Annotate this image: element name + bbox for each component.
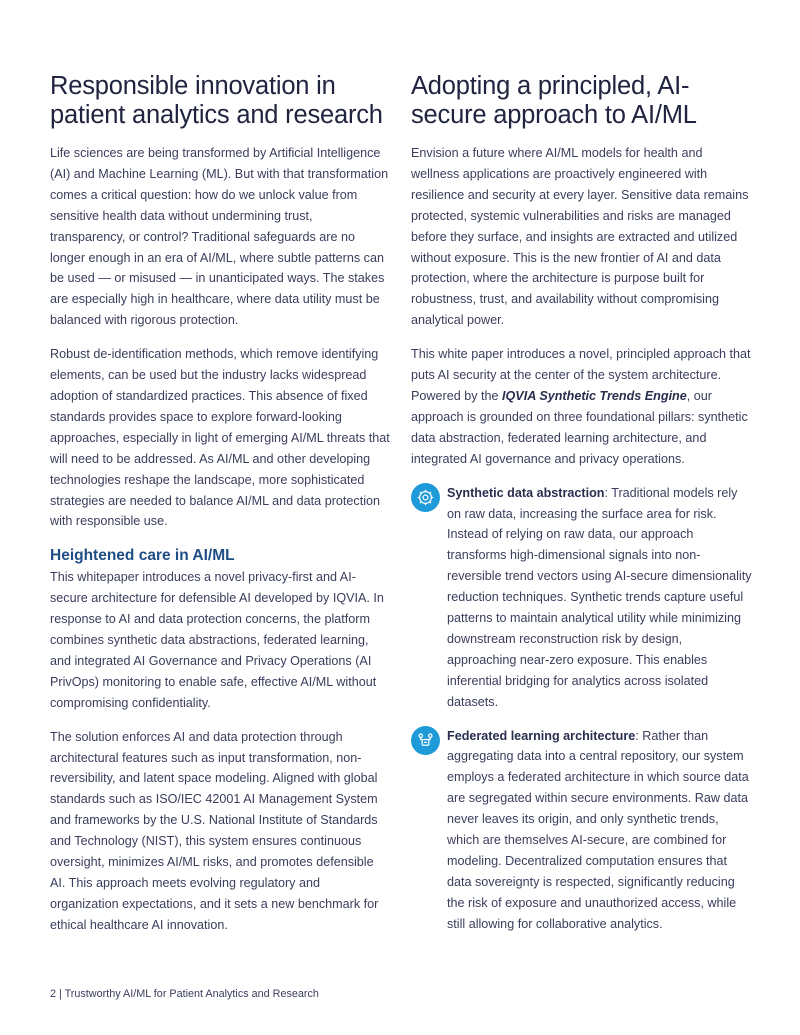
pillar-synthetic-data [411, 483, 753, 713]
right-paragraph-2 [411, 344, 753, 469]
pillar-description: : Traditional models rely on raw data, increasing the surface area for risk. Instead of relying on raw data, our approach transforms high-dimensional signals into non-reversible trend vectors using AI-secure dimensionality reduction techniques. Synthetic trends capture useful patterns to maintain analytical utility while minimizing downstream reconstruction risk by design, approaching near-zero exposure. This enables inferential bridging for analytics across isolated datasets. [447, 485, 752, 709]
pillar-text [447, 483, 753, 713]
left-heading: Responsible innovation in patient analytics and research [50, 72, 383, 129]
federated-network-icon [411, 726, 440, 755]
left-column [50, 72, 390, 949]
pillar-name: Synthetic data abstraction [447, 485, 605, 500]
left-paragraph-1: Life sciences are being transformed by Artificial Intelligence (AI) and Machine Learning (ML). But with that transformation comes a critical question: how do we unlock value from sensitive health data without undermining trust, transparency, or control? Traditional safeguards are no longer enough in an era of AI/ML, where subtle patterns can be used — or misused — in unanticipated ways. The stakes are especially high in healthcare, where data utility must be balanced with rigorous protection. [50, 146, 389, 328]
right-heading: Adopting a principled, AI-secure approach to AI/ML [411, 72, 697, 129]
left-paragraph-3: This whitepaper introduces a novel privacy-first and AI-secure architecture for defensible AI developed by IQVIA. In response to AI and data protection concerns, the platform combines synthetic data abstractions, federated learning, and integrated AI Governance and Privacy Operations (AI PrivOps) monitoring to enable safe, effective AI/ML without compromising confidentiality. [50, 570, 384, 710]
pillar-name: Federated learning architecture [447, 728, 636, 743]
left-paragraph-4: The solution enforces AI and data protection through architectural features such as input transformation, non-reversibility, and latent space modeling. Aligned with global standards such as ISO/IEC 42001 AI Management System and frameworks by the U.S. National Institute of Standards and Technology (NIST), this system ensures continuous oversight, minimizes AI/ML risks, and promotes defensible AI. This approach meets evolving regulatory and organization expectations, and it sets a new benchmark for ethical healthcare AI innovation. [50, 729, 379, 932]
engine-name: IQVIA Synthetic Trends Engine [502, 388, 687, 403]
subheading: Heightened care in AI/ML [50, 547, 235, 565]
para2-text-end: , our approach is grounded on three foundational pillars: synthetic data abstraction, federated learning architecture, and integrated AI governance and privacy operations. [411, 388, 748, 466]
pillar-description: : Rather than aggregating data into a central repository, our system employs a federated architecture in which source data are segregated within secure environments. Raw data never leaves its origin, and only synthetic trends, which are themselves AI-secure, are combined for modeling. Decentralized computation ensures that data sovereignty is respected, significantly reducing the risk of exposure and unauthorized access, while still allowing for collaborative analytics. [447, 728, 749, 931]
page-footer: 2 | Trustworthy AI/ML for Patient Analytics and Research [50, 988, 319, 1000]
right-column [411, 72, 753, 948]
pillar-federated-learning [411, 726, 753, 935]
gear-brain-icon [411, 483, 440, 512]
left-paragraph-2: Robust de-identification methods, which remove identifying elements, can be used but the industry lacks widespread adoption of standardized practices. This absence of fixed standards provides space to explore forward-looking approaches, especially in light of emerging AI/ML threats that will need to be addressed. As AI/ML and other developing technologies reshape the landscape, more sophisticated strategies are needed to balance AI/ML and data protection with responsible use. [50, 347, 390, 529]
pillar-text [447, 726, 753, 935]
para2-text-start: This white paper introduces a novel, principled approach that puts AI security at the center of the system architecture. Powered by the [411, 347, 751, 403]
right-paragraph-1: Envision a future where AI/ML models for health and wellness applications are proactively engineered with resilience and security at every layer. Sensitive data remains protected, systemic vulnerabilities and risks are managed before they surface, and insights are extracted and utilized without exposure. This is the new frontier of AI and data protection, where the architecture is purpose built for robustness, trust, and availability without compromising analytical power. [411, 146, 749, 328]
